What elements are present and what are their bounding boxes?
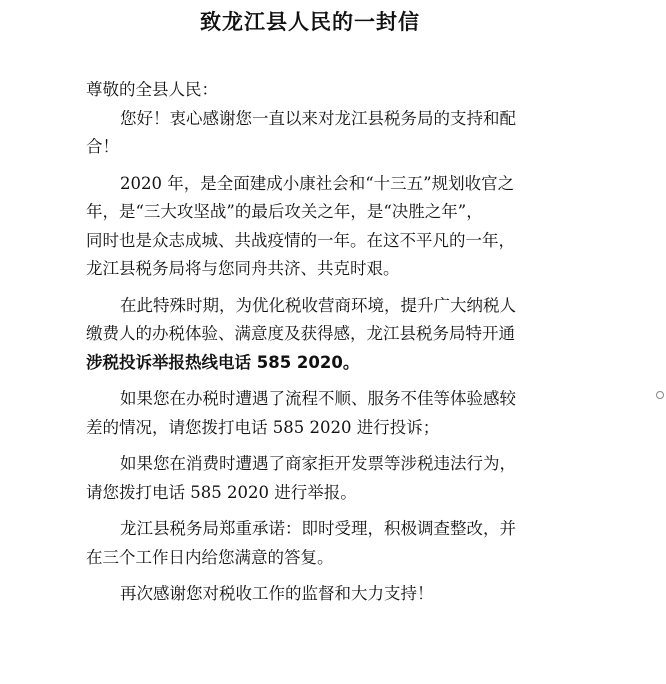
paragraph-1-line-1: 您好！衷心感谢您一直以来对龙江县税务局的支持和配 — [120, 108, 516, 128]
paragraph-4-line-2: 差的情况，请您拨打电话 585 2020 进行投诉； — [86, 417, 440, 437]
scroll-handle[interactable] — [656, 391, 664, 399]
paragraph-7-line-1: 再次感谢您对税收工作的监督和大力支持！ — [120, 584, 434, 603]
paragraph-5-line-2: 请您拨打电话 585 2020 进行举报。 — [86, 482, 357, 502]
salutation: 尊敬的全县人民： — [86, 80, 218, 99]
letter-body — [86, 76, 566, 609]
paragraph-3-line-1: 在此特殊时期，为优化税收营商环境，提升广大纳税人 — [120, 295, 516, 315]
paragraph-6-line-2: 在三个工作日内给您满意的答复。 — [86, 547, 334, 567]
paragraph-1-line-2: 合！ — [86, 137, 119, 156]
letter-title: 致龙江县人民的一封信 — [200, 10, 420, 34]
paragraph-6-line-1: 龙江县税务局郑重承诺：即时受理，积极调查整改，并 — [120, 519, 516, 538]
hotline-announcement: 涉税投诉举报热线电话 585 2020。 — [86, 352, 360, 372]
paragraph-3-line-2: 缴费人的办税体验、满意度及获得感，龙江县税务局特开通 — [86, 324, 515, 343]
paragraph-2-line-4: 龙江县税务局将与您同舟共济、共克时艰。 — [86, 259, 400, 278]
paragraph-2-line-3: 同时也是众志成城、共战疫情的一年。在这不平凡的一年， — [86, 230, 515, 250]
paragraph-5-line-1: 如果您在消费时遭遇了商家拒开发票等涉税违法行为， — [120, 454, 516, 473]
paragraph-4-line-1: 如果您在办税时遭遇了流程不顺、服务不佳等体验感较 — [120, 389, 516, 408]
paragraph-2-line-2: 年，是“三大攻坚战”的最后攻关之年，是“决胜之年”， — [86, 202, 483, 221]
paragraph-2-line-1: 2020 年，是全面建成小康社会和“十三五”规划收官之 — [120, 173, 515, 193]
